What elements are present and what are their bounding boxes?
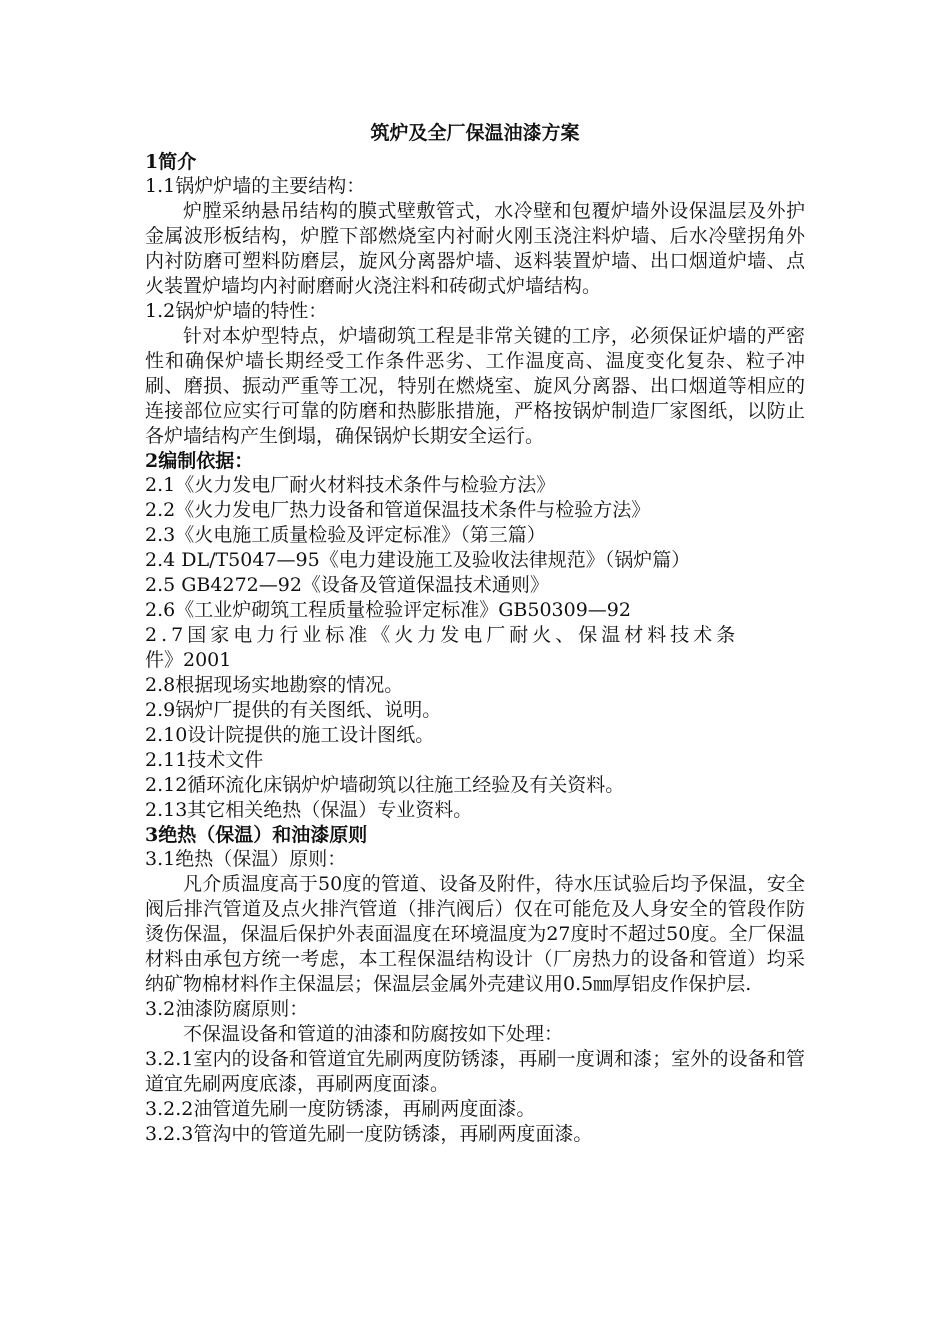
reference-item: 2.4 DL/T5047—95《电力建设施工及验收法律规范》（锅炉篇） xyxy=(145,549,691,571)
subsection-1-1: 1.1锅炉炉墙的主要结构： xyxy=(145,175,366,197)
document-title: 筑炉及全厂保温油漆方案 xyxy=(370,122,580,144)
item-3-2-2: 3.2.2油管道先刷一度防锈漆，再刷两度面漆。 xyxy=(145,1098,536,1120)
reference-item: 2.12循环流化床锅炉炉墙砌筑以往施工经验及有关资料。 xyxy=(145,774,625,796)
subsection-3-1: 3.1绝热（保温）原则： xyxy=(145,848,347,870)
subsection-3-2: 3.2油漆防腐原则： xyxy=(145,998,309,1020)
reference-item: 2.2《火力发电厂热力设备和管道保温技术条件与检验方法》 xyxy=(145,499,651,521)
reference-item: 2.3《火电施工质量检验及评定标准》（第三篇） xyxy=(145,524,546,546)
reference-item: 2.13其它相关绝热（保温）专业资料。 xyxy=(145,799,473,821)
reference-item: 2.1《火力发电厂耐火材料技术条件与检验方法》 xyxy=(145,474,556,496)
reference-item: 2.11技术文件 xyxy=(145,749,264,771)
paragraph-3-2: 不保温设备和管道的油漆和防腐按如下处理： xyxy=(183,1023,564,1045)
subsection-1-2: 1.2锅炉炉墙的特性： xyxy=(145,300,328,322)
reference-item-7-line-2: 件》2001 xyxy=(145,649,232,671)
item-3-2-1: 3.2.1室内的设备和管道宜先刷两度防锈漆，再刷一度调和漆；室外的设备和管道宜先刷两度底漆，再刷两度面漆。 xyxy=(145,1048,805,1095)
item-3-2-3: 3.2.3管沟中的管道先刷一度防锈漆，再刷两度面漆。 xyxy=(145,1123,593,1145)
section-1-heading: 1简介 xyxy=(145,151,197,173)
reference-item: 2.10设计院提供的施工设计图纸。 xyxy=(145,724,435,746)
paragraph-3-1: 凡介质温度高于50度的管道、设备及附件，待水压试验后均予保温，安全阀后排汽管道及点火排汽管道（排汽阀后）仅在可能危及人身安全的管段作防烫伤保温，保温后保护外表面温度在环境温度为27度时不超过50度。全厂保温材料由承包方统一考虑，本工程保温结构设计（厂房热力的设备和管道）均采纳矿物棉材料作主保温层；保温层金属外壳建议用0.5㎜厚铝皮作保护层. xyxy=(145,873,805,995)
section-2-heading: 2编制依据： xyxy=(145,450,254,472)
reference-item: 2.6《工业炉砌筑工程质量检验评定标准》GB50309—92 xyxy=(145,599,631,621)
reference-item: 2.8根据现场实地勘察的情况。 xyxy=(145,674,404,696)
section-3-heading: 3绝热（保温）和油漆原则 xyxy=(145,824,368,846)
reference-item: 2.9锅炉厂提供的有关图纸、说明。 xyxy=(145,699,442,721)
paragraph-1-1: 炉膛采纳悬吊结构的膜式壁敷管式，水冷壁和包覆炉墙外设保温层及外护金属波形板结构，炉膛下部燃烧室内衬耐火刚玉浇注料炉墙、后水冷壁拐角外内衬防磨可塑料防磨层，旋风分离器炉墙、返料装置炉墙、出口烟道炉墙、点火装置炉墙均内衬耐磨耐火浇注料和砖砌式炉墙结构。 xyxy=(145,200,805,297)
reference-item-7-line-1: 2.7国家电力行业标准《火力发电厂耐火、保温材料技术条 xyxy=(145,624,740,646)
document-page xyxy=(145,118,805,1147)
reference-item: 2.5 GB4272—92《设备及管道保温技术通则》 xyxy=(145,574,549,596)
paragraph-1-2: 针对本炉型特点，炉墙砌筑工程是非常关键的工序，必须保证炉墙的严密性和确保炉墙长期经受工作条件恶劣、工作温度高、温度变化复杂、粒子冲刷、磨损、振动严重等工况，特别在燃烧室、旋风分离器、出口烟道等相应的连接部位应实行可靠的防磨和热膨胀措施，严格按锅炉制造厂家图纸，以防止各炉墙结构产生倒塌，确保锅炉长期安全运行。 xyxy=(145,325,805,447)
